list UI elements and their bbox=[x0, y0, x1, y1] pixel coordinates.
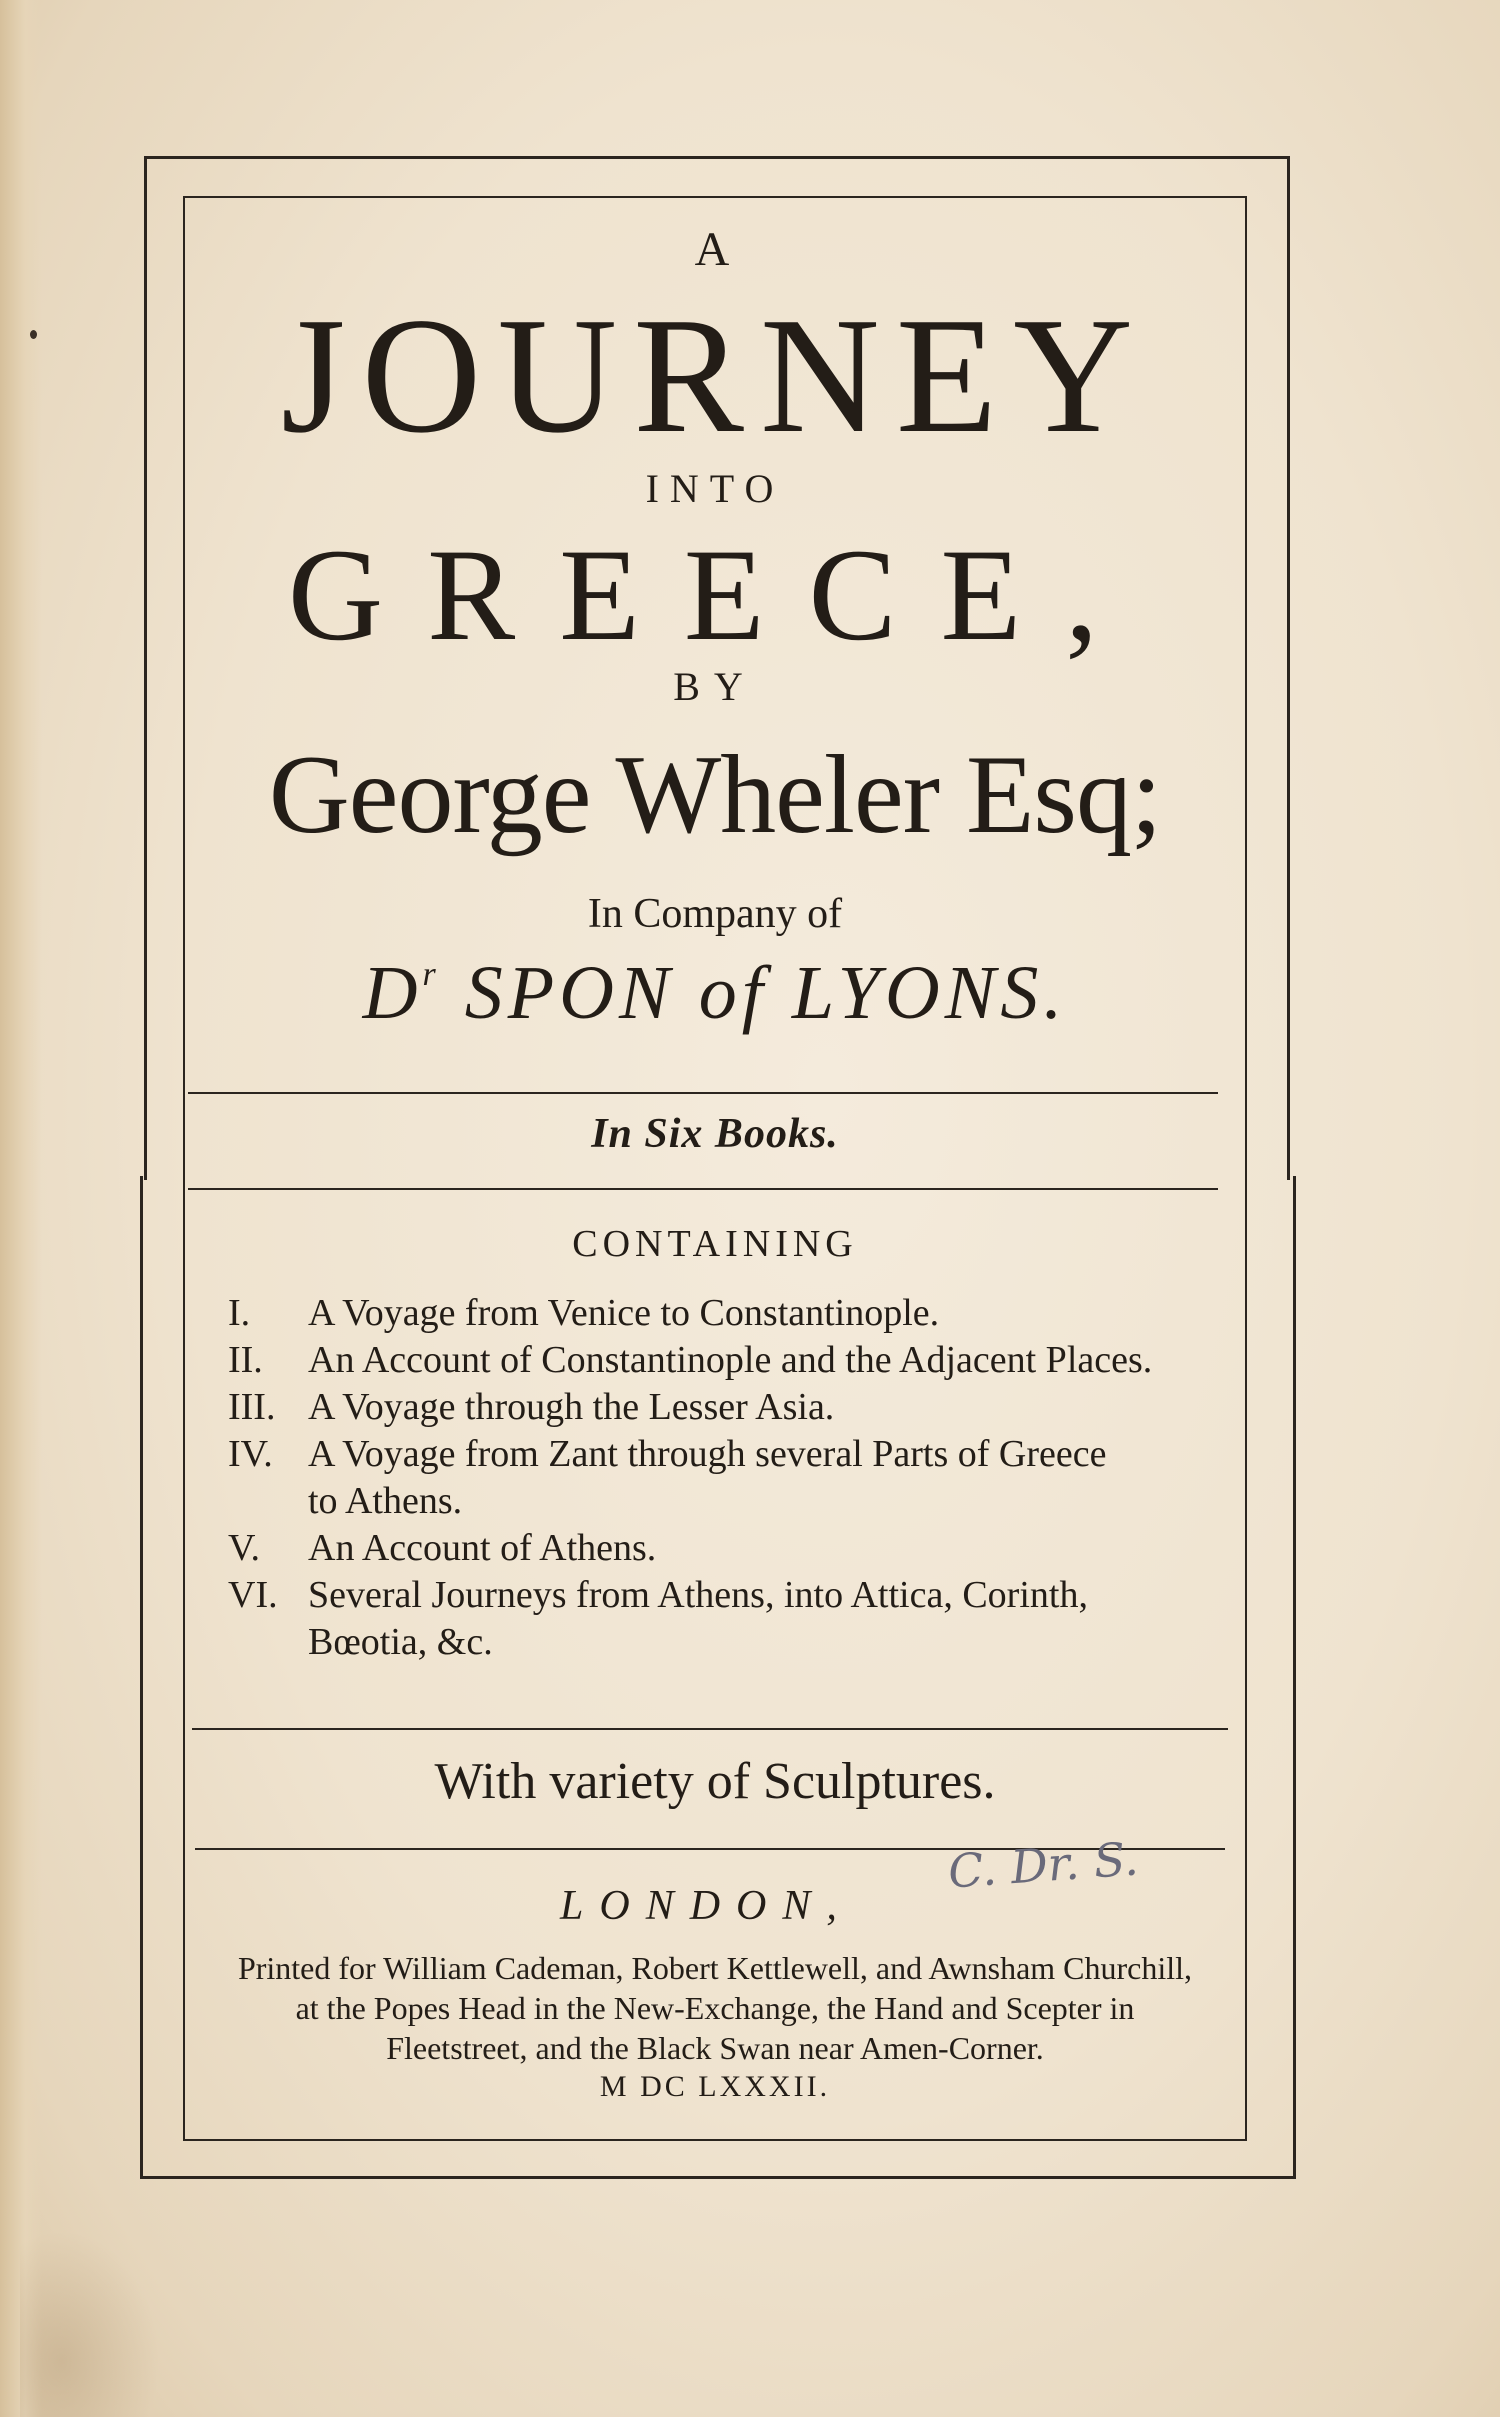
title-by: BY bbox=[673, 664, 757, 709]
title-article: A bbox=[694, 223, 736, 276]
rule-2 bbox=[188, 1188, 1218, 1190]
title-greece: GREECE, bbox=[287, 521, 1143, 668]
chapter-item-continued: Bœotia, &c. bbox=[308, 1621, 493, 1663]
chapter-item: III. A Voyage through the Lesser Asia. bbox=[228, 1386, 835, 1428]
imprint-line-2: at the Popes Head in the New-Exchange, the Hand and Scepter in bbox=[295, 1990, 1135, 2026]
chapter-item: II. An Account of Constantinople and the Adjacent Places. bbox=[228, 1339, 1153, 1381]
chapter-item: V. An Account of Athens. bbox=[228, 1527, 657, 1569]
imprint-line-1: Printed for William Cademan, Robert Kettlewell, and Awnsham Churchill, bbox=[237, 1950, 1193, 1986]
six-books-line: In Six Books. bbox=[591, 1111, 839, 1157]
chapter-item: I. A Voyage from Venice to Constantinople. bbox=[228, 1292, 940, 1334]
containing-heading: CONTAINING bbox=[572, 1223, 858, 1265]
rule-1 bbox=[188, 1092, 1218, 1094]
rule-3 bbox=[192, 1728, 1228, 1730]
company-line: In Company of bbox=[587, 891, 843, 937]
paper-stain bbox=[20, 2230, 160, 2417]
handwritten-signature: C. Dr. S. bbox=[946, 1831, 1141, 1899]
ink-spot bbox=[30, 330, 37, 339]
title-into: INTO bbox=[645, 466, 785, 511]
imprint-year: M DC LXXXII. bbox=[599, 2070, 831, 2103]
chapter-item: IV. A Voyage from Zant through several Parts of Greece bbox=[228, 1433, 1107, 1475]
page-edge bbox=[0, 0, 42, 2417]
title-journey: JOURNEY bbox=[280, 283, 1150, 467]
imprint-line-3: Fleetstreet, and the Black Swan near Amen-Corner. bbox=[386, 2030, 1044, 2066]
chapter-item-continued: to Athens. bbox=[308, 1480, 463, 1522]
companion-name: $D^r$ SPON of LYONS. bbox=[362, 951, 1068, 1035]
chapter-list bbox=[228, 1290, 1238, 1666]
imprint-city: LONDON, bbox=[560, 1883, 853, 1929]
sculptures-line: With variety of Sculptures. bbox=[434, 1753, 996, 1810]
chapter-item: VI. Several Journeys from Athens, into Attica, Corinth, bbox=[228, 1574, 1088, 1616]
author-name: George Wheler Esq; bbox=[268, 733, 1162, 857]
